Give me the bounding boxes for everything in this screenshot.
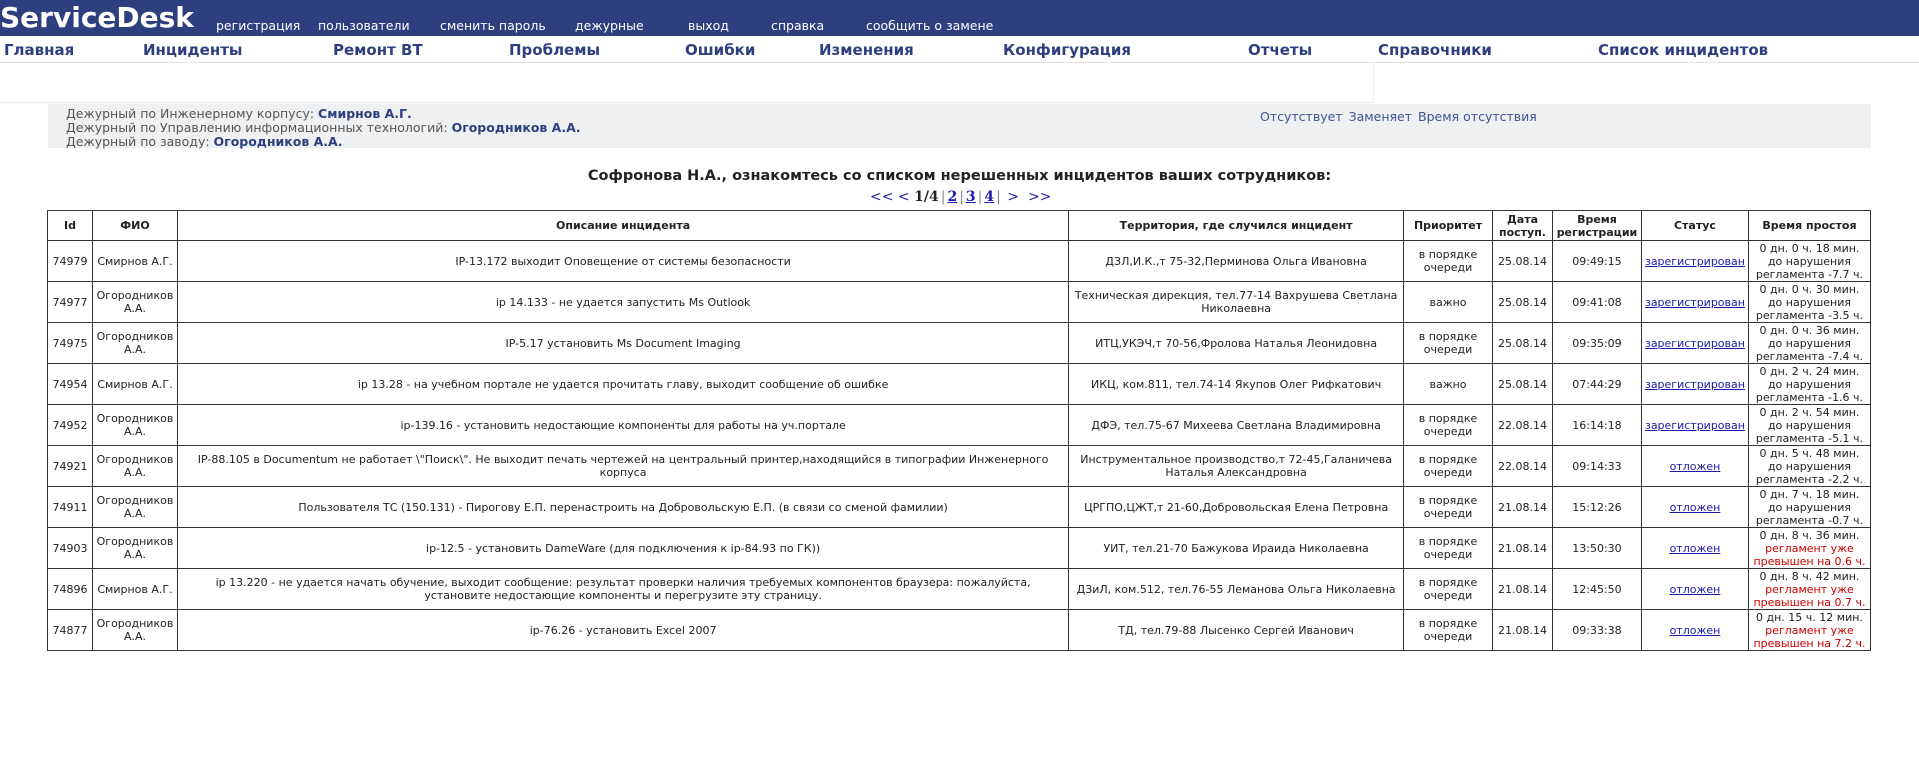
downtime-note: до нарушения регламента -3.5 ч. — [1755, 295, 1864, 322]
cell-status — [1641, 241, 1748, 282]
downtime-value: 0 дн. 7 ч. 18 мин. — [1759, 487, 1860, 501]
table-row[interactable] — [48, 323, 1871, 364]
cell-time: 09:33:38 — [1552, 610, 1641, 651]
status-link[interactable]: зарегистрирован — [1644, 418, 1745, 432]
cell-status — [1641, 610, 1748, 651]
status-link[interactable]: зарегистрирован — [1644, 336, 1745, 350]
cell-territory: Инструментальное производство,т 72-45,Галаничева Наталья Александровна — [1069, 446, 1404, 487]
downtime-note: до нарушения регламента -7.4 ч. — [1755, 336, 1864, 363]
cell-status — [1641, 569, 1748, 610]
table-row[interactable] — [48, 446, 1871, 487]
cell-time: 09:41:08 — [1552, 282, 1641, 323]
pagination: << < 1/4 | 2 | 3 | 4 | > >> — [870, 189, 1052, 205]
col-date[interactable]: Дата поступ. — [1493, 211, 1553, 241]
nav-references[interactable]: Справочники — [1378, 41, 1492, 59]
table-row[interactable] — [48, 528, 1871, 569]
cell-date: 21.08.14 — [1493, 569, 1553, 610]
cell-fio: Огородников А.А. — [92, 610, 177, 651]
nav-changes[interactable]: Изменения — [819, 41, 914, 59]
pager-first[interactable]: << — [870, 189, 894, 205]
cell-id: 74896 — [48, 569, 93, 610]
cell-priority: в порядке очереди — [1404, 610, 1493, 651]
link-report-replacement[interactable]: сообщить о замене — [866, 18, 994, 33]
status-link[interactable]: отложен — [1669, 623, 1721, 637]
cell-fio: Огородников А.А. — [92, 487, 177, 528]
cell-date: 25.08.14 — [1493, 282, 1553, 323]
nav-configuration[interactable]: Конфигурация — [1003, 41, 1132, 59]
link-help[interactable]: справка — [771, 18, 825, 33]
cell-priority: в порядке очереди — [1404, 323, 1493, 364]
downtime-value: 0 дн. 2 ч. 54 мин. — [1759, 405, 1860, 419]
col-priority[interactable]: Приоритет — [1404, 211, 1493, 241]
cell-description: IP-13.172 выходит Оповещение от системы безопасности — [177, 241, 1068, 282]
cell-downtime — [1748, 241, 1870, 282]
cell-territory: УИТ, тел.21-70 Бажукова Ираида Николаевна — [1069, 528, 1404, 569]
cell-downtime — [1748, 569, 1870, 610]
sub-bar-divider — [1373, 62, 1374, 102]
cell-description: ip 13.220 - не удается начать обучение, выходит сообщение: результат проверки наличия требуемых компонентов браузера: пожалуйста, установите недостающие компоненты и перегрузите эту страницу. — [177, 569, 1068, 610]
cell-description: ip 13.28 - на учебном портале не удается прочитать главу, выходит сообщение об ошибке — [177, 364, 1068, 405]
cell-id: 74979 — [48, 241, 93, 282]
cell-description: IP-88.105 в Documentum не работает \"Поиск\". Не выходит печать чертежей на центральный принтер,находящийся в типографии Инженерного корпуса — [177, 446, 1068, 487]
cell-status — [1641, 405, 1748, 446]
cell-id: 74952 — [48, 405, 93, 446]
status-link[interactable]: отложен — [1669, 459, 1721, 473]
cell-date: 21.08.14 — [1493, 528, 1553, 569]
cell-priority: в порядке очереди — [1404, 446, 1493, 487]
cell-id: 74954 — [48, 364, 93, 405]
cell-status — [1641, 446, 1748, 487]
cell-priority: в порядке очереди — [1404, 569, 1493, 610]
downtime-value: 0 дн. 5 ч. 48 мин. — [1759, 446, 1860, 460]
app-logo[interactable]: ServiceDesk — [0, 1, 194, 34]
downtime-value: 0 дн. 0 ч. 18 мин. — [1759, 241, 1860, 255]
table-row[interactable] — [48, 364, 1871, 405]
cell-fio: Огородников А.А. — [92, 405, 177, 446]
cell-priority: в порядке очереди — [1404, 405, 1493, 446]
nav-repair[interactable]: Ремонт ВТ — [333, 41, 423, 59]
col-territory[interactable]: Территория, где случился инцидент — [1069, 211, 1404, 241]
cell-time: 12:45:50 — [1552, 569, 1641, 610]
cell-date: 22.08.14 — [1493, 446, 1553, 487]
cell-time: 16:14:18 — [1552, 405, 1641, 446]
cell-date: 25.08.14 — [1493, 241, 1553, 282]
downtime-value: 0 дн. 8 ч. 42 мин. — [1759, 569, 1860, 583]
downtime-value: 0 дн. 15 ч. 12 мин. — [1756, 610, 1863, 624]
table-row[interactable] — [48, 405, 1871, 446]
pager-page-2[interactable]: 2 — [947, 189, 958, 205]
cell-priority: важно — [1404, 364, 1493, 405]
cell-priority: в порядке очереди — [1404, 528, 1493, 569]
status-link[interactable]: отложен — [1669, 582, 1721, 596]
table-row[interactable] — [48, 569, 1871, 610]
replaces-col: Заменяет — [1348, 109, 1413, 124]
cell-downtime — [1748, 487, 1870, 528]
downtime-note: до нарушения регламента -7.7 ч. — [1755, 254, 1864, 281]
link-users[interactable]: пользователи — [318, 18, 410, 33]
absence-header — [1260, 109, 1543, 124]
pager-prev[interactable]: < — [897, 189, 910, 205]
cell-downtime — [1748, 282, 1870, 323]
cell-downtime — [1748, 364, 1870, 405]
cell-id: 74921 — [48, 446, 93, 487]
cell-description: Пользователя ТС (150.131) - Пирогову Е.П. перенастроить на Добровольскую Е.П. (в связи со сменой фамилии) — [177, 487, 1068, 528]
downtime-value: 0 дн. 0 ч. 30 мин. — [1759, 282, 1860, 296]
cell-territory: ДЗиЛ, ком.512, тел.76-55 Леманова Ольга Николаевна — [1069, 569, 1404, 610]
absence-time-col: Время отсутствия — [1418, 109, 1537, 124]
downtime-note: регламент уже превышен на 0.6 ч. — [1753, 541, 1866, 568]
cell-id: 74877 — [48, 610, 93, 651]
duty-panel — [48, 104, 1871, 148]
cell-priority: в порядке очереди — [1404, 487, 1493, 528]
status-link[interactable]: зарегистрирован — [1644, 377, 1745, 391]
cell-territory: ИТЦ,УКЭЧ,т 70-56,Фролова Наталья Леонидовна — [1069, 323, 1404, 364]
pager-page-4[interactable]: 4 — [984, 189, 995, 205]
cell-date: 21.08.14 — [1493, 487, 1553, 528]
cell-status — [1641, 487, 1748, 528]
col-fio[interactable]: ФИО — [92, 211, 177, 241]
nav-reports[interactable]: Отчеты — [1248, 41, 1313, 59]
cell-description: ip 14.133 - не удается запустить Ms Outlook — [177, 282, 1068, 323]
cell-priority: важно — [1404, 282, 1493, 323]
nav-problems[interactable]: Проблемы — [509, 41, 601, 59]
cell-id: 74975 — [48, 323, 93, 364]
sub-bar — [0, 62, 1373, 103]
link-change-password[interactable]: сменить пароль — [440, 18, 546, 33]
duty-name: Смирнов А.Г. — [318, 106, 412, 121]
cell-status — [1641, 528, 1748, 569]
link-logout[interactable]: выход — [688, 18, 729, 33]
downtime-note: до нарушения регламента -0.7 ч. — [1755, 500, 1864, 527]
duty-line: Дежурный по Управлению информационных технологий: Огородников А.А. — [66, 120, 581, 135]
page-heading: Софронова Н.А., ознакомтесь со списком нерешенных инцидентов ваших сотрудников: — [587, 168, 1332, 184]
cell-time: 15:12:26 — [1552, 487, 1641, 528]
duty-line: Дежурный по заводу: Огородников А.А. — [66, 134, 343, 149]
status-link[interactable]: зарегистрирован — [1644, 295, 1745, 309]
cell-territory: ДФЭ, тел.75-67 Михеева Светлана Владимировна — [1069, 405, 1404, 446]
cell-territory: Техническая дирекция, тел.77-14 Вахрушева Светлана Николаевна — [1069, 282, 1404, 323]
table-row[interactable] — [48, 610, 1871, 651]
cell-status — [1641, 364, 1748, 405]
status-link[interactable]: зарегистрирован — [1644, 254, 1745, 268]
cell-fio: Огородников А.А. — [92, 528, 177, 569]
cell-date: 22.08.14 — [1493, 405, 1553, 446]
cell-description: ip-76.26 - установить Excel 2007 — [177, 610, 1068, 651]
cell-downtime — [1748, 610, 1870, 651]
pager-current: 1/4 — [914, 189, 939, 205]
cell-description: ip-12.5 - установить DameWare (для подключения к ip-84.93 по ГК)) — [177, 528, 1068, 569]
cell-downtime — [1748, 323, 1870, 364]
cell-fio: Смирнов А.Г. — [92, 569, 177, 610]
cell-date: 21.08.14 — [1493, 610, 1553, 651]
incidents-table — [47, 210, 1871, 651]
link-duty[interactable]: дежурные — [575, 18, 644, 33]
cell-time: 09:35:09 — [1552, 323, 1641, 364]
cell-territory: ИКЦ, ком.811, тел.74-14 Якупов Олег Рифкатович — [1069, 364, 1404, 405]
status-link[interactable]: отложен — [1669, 500, 1721, 514]
cell-fio: Огородников А.А. — [92, 282, 177, 323]
cell-time: 07:44:29 — [1552, 364, 1641, 405]
downtime-note: регламент уже превышен на 0.7 ч. — [1753, 582, 1866, 609]
downtime-note: до нарушения регламента -5.1 ч. — [1755, 418, 1864, 445]
table-row[interactable] — [48, 282, 1871, 323]
cell-description: ip-139.16 - установить недостающие компоненты для работы на уч.портале — [177, 405, 1068, 446]
status-link[interactable]: отложен — [1669, 541, 1721, 555]
duty-name: Огородников А.А. — [451, 120, 581, 135]
table-header-row — [48, 211, 1871, 241]
cell-territory: ТД, тел.79-88 Лысенко Сергей Иванович — [1069, 610, 1404, 651]
absent-col: Отсутствует — [1260, 109, 1343, 124]
downtime-note: до нарушения регламента -1.6 ч. — [1755, 377, 1864, 404]
col-status[interactable]: Статус — [1641, 211, 1748, 241]
cell-fio: Огородников А.А. — [92, 323, 177, 364]
cell-time: 09:14:33 — [1552, 446, 1641, 487]
table-row[interactable] — [48, 241, 1871, 282]
cell-date: 25.08.14 — [1493, 323, 1553, 364]
pager-page-3[interactable]: 3 — [965, 189, 976, 205]
cell-id: 74903 — [48, 528, 93, 569]
cell-time: 09:49:15 — [1552, 241, 1641, 282]
col-description[interactable]: Описание инцидента — [177, 211, 1068, 241]
link-registration[interactable]: регистрация — [216, 18, 301, 33]
table-body — [48, 241, 1871, 651]
cell-status — [1641, 323, 1748, 364]
duty-line: Дежурный по Инженерному корпусу: Смирнов А.Г. — [66, 106, 412, 121]
cell-fio: Смирнов А.Г. — [92, 364, 177, 405]
pager-next[interactable]: > — [1007, 189, 1020, 205]
col-reg-time[interactable]: Время регистрации — [1552, 211, 1641, 241]
col-id[interactable]: Id — [48, 211, 93, 241]
cell-downtime — [1748, 405, 1870, 446]
cell-downtime — [1748, 446, 1870, 487]
cell-downtime — [1748, 528, 1870, 569]
pager-last[interactable]: >> — [1027, 189, 1052, 205]
nav-incidents[interactable]: Инциденты — [143, 41, 243, 59]
downtime-note: до нарушения регламента -2.2 ч. — [1755, 459, 1864, 486]
downtime-value: 0 дн. 8 ч. 36 мин. — [1759, 528, 1860, 542]
top-bar — [0, 0, 1919, 36]
cell-description: IP-5.17 установить Ms Document Imaging — [177, 323, 1068, 364]
cell-time: 13:50:30 — [1552, 528, 1641, 569]
table-row[interactable] — [48, 487, 1871, 528]
main-nav — [0, 36, 1919, 63]
cell-id: 74977 — [48, 282, 93, 323]
downtime-value: 0 дн. 2 ч. 24 мин. — [1759, 364, 1860, 378]
cell-id: 74911 — [48, 487, 93, 528]
nav-main[interactable]: Главная — [4, 41, 75, 59]
col-downtime[interactable]: Время простоя — [1748, 211, 1870, 241]
nav-incident-list[interactable]: Список инцидентов — [1598, 41, 1769, 59]
cell-priority: в порядке очереди — [1404, 241, 1493, 282]
cell-date: 25.08.14 — [1493, 364, 1553, 405]
cell-status — [1641, 282, 1748, 323]
cell-fio: Смирнов А.Г. — [92, 241, 177, 282]
nav-errors[interactable]: Ошибки — [685, 41, 756, 59]
cell-fio: Огородников А.А. — [92, 446, 177, 487]
downtime-value: 0 дн. 0 ч. 36 мин. — [1759, 323, 1860, 337]
duty-name: Огородников А.А. — [213, 134, 343, 149]
downtime-note: регламент уже превышен на 7.2 ч. — [1753, 623, 1866, 650]
cell-territory: ЦРГПО,ЦЖТ,т 21-60,Добровольская Елена Петровна — [1069, 487, 1404, 528]
cell-territory: ДЗЛ,И.К.,т 75-32,Перминова Ольга Ивановна — [1069, 241, 1404, 282]
